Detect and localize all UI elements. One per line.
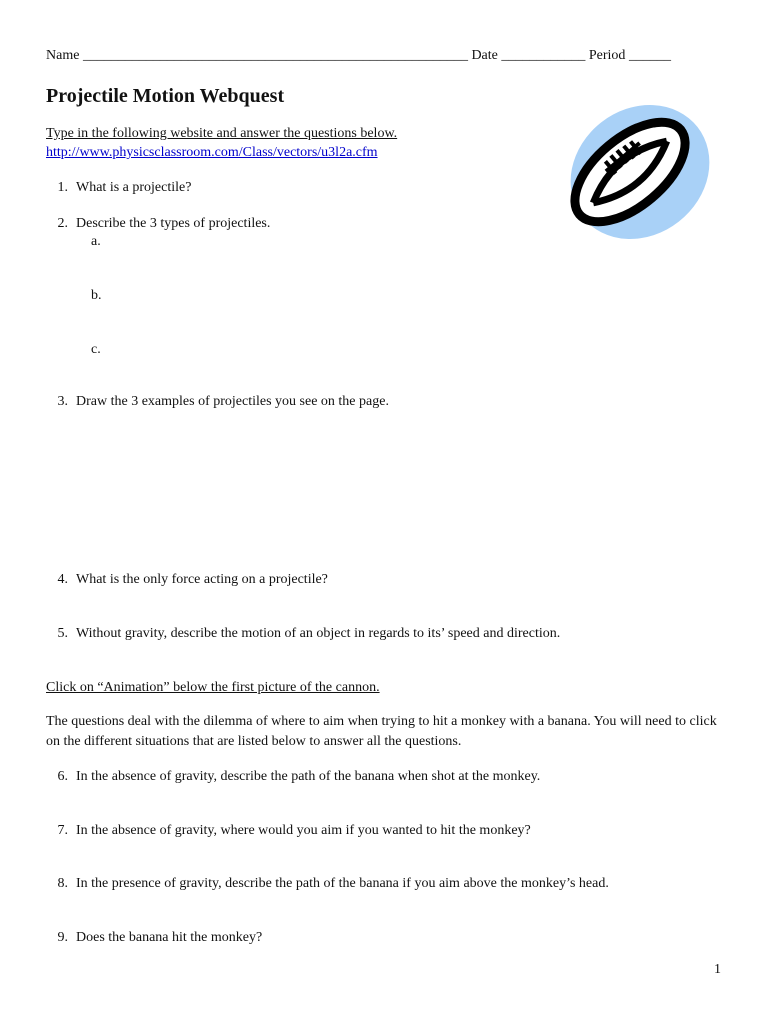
question-2 (46, 215, 270, 232)
question-text: In the absence of gravity, describe the path of the banana when shot at the monkey. (76, 769, 541, 784)
question-number: 5. (57, 626, 68, 641)
website-link[interactable]: http://www.physicsclassroom.com/Class/vectors/u3l2a.cfm (46, 145, 378, 160)
question-number: 1. (57, 180, 68, 195)
question-text: What is a projectile? (76, 180, 192, 195)
question-number: 7. (57, 823, 68, 838)
question-8 (46, 875, 609, 892)
question-9 (46, 929, 262, 946)
sub-item-b: b. (91, 288, 102, 303)
page-number: 1 (714, 962, 721, 977)
instructions: Type in the following website and answer the questions below. (46, 126, 398, 141)
name-label: Name (46, 48, 80, 63)
question-text: Describe the 3 types of projectiles. (76, 216, 271, 231)
period-field[interactable]: ______ (628, 48, 671, 63)
football-icon (552, 92, 722, 247)
question-number: 6. (57, 769, 68, 784)
question-1 (46, 179, 191, 196)
question-number: 2. (57, 216, 68, 231)
header-fields (46, 47, 736, 64)
question-4 (46, 571, 328, 588)
question-text: Does the banana hit the monkey? (76, 930, 263, 945)
date-field[interactable]: ____________ (501, 48, 586, 63)
question-3 (46, 393, 389, 410)
section-paragraph: The questions deal with the dilemma of where to aim when trying to hit a monkey with a banana. You will need to click on the different situations that are listed below to answer all the questions. (46, 714, 717, 749)
section-heading: Click on “Animation” below the first picture of the cannon. (46, 680, 380, 695)
page-title: Projectile Motion Webquest (46, 85, 285, 107)
sub-item-c: c. (91, 342, 101, 357)
question-text: What is the only force acting on a projectile? (76, 572, 328, 587)
question-number: 3. (57, 394, 68, 409)
name-field[interactable]: _______________________________________________________ (82, 48, 468, 63)
question-number: 9. (57, 930, 68, 945)
date-label: Date (471, 48, 498, 63)
question-5 (46, 625, 560, 642)
question-text: In the presence of gravity, describe the path of the banana if you aim above the monkey’s head. (76, 876, 609, 891)
question-text: In the absence of gravity, where would you aim if you wanted to hit the monkey? (76, 823, 531, 838)
question-6 (46, 768, 540, 785)
sub-item-a: a. (91, 234, 101, 249)
question-number: 4. (57, 572, 68, 587)
question-text: Draw the 3 examples of projectiles you see on the page. (76, 394, 389, 409)
period-label: Period (588, 48, 626, 63)
question-7 (46, 822, 531, 839)
question-text: Without gravity, describe the motion of an object in regards to its’ speed and direction. (76, 626, 561, 641)
question-number: 8. (57, 876, 68, 891)
